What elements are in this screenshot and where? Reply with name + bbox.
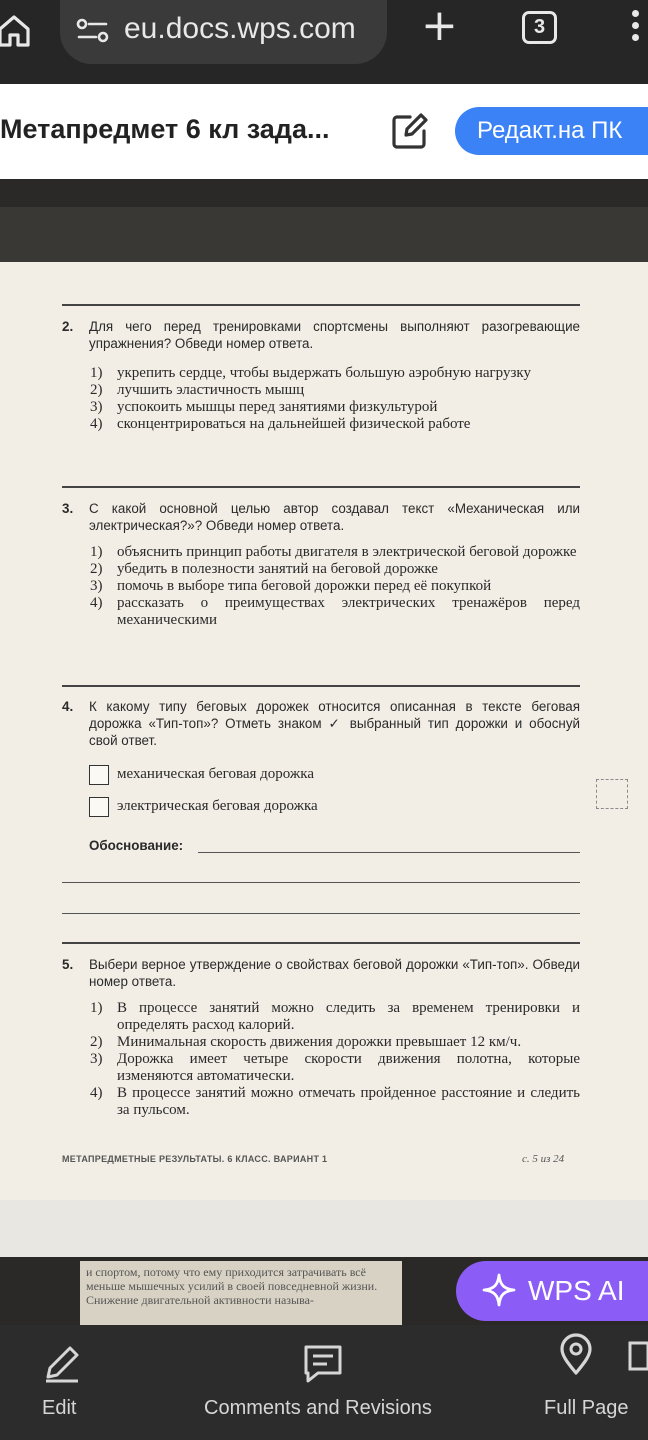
question-4: 4. К какому типу беговых дорожек относится описанная в тексте беговая дорожка «Тип-топ»? Отметь знаком ✓ выбранный тип дорожки и обоснуй свой ответ. (62, 699, 580, 748)
page-gap (0, 1200, 648, 1257)
question-5: 5. Выбери верное утверждение о свойствах беговой дорожки «Тип-топ». Обведи номер ответа. (62, 957, 580, 989)
answer-line (62, 882, 580, 883)
location-pin-icon (556, 1333, 600, 1377)
wps-ai-label: WPS AI (528, 1275, 625, 1306)
pencil-icon (42, 1343, 82, 1383)
url-text[interactable]: eu.docs.wps.com (124, 12, 356, 45)
option: 3) помочь в выборе типа беговой дорожки перед её покупкой (90, 578, 492, 594)
rename-edit-icon[interactable] (390, 111, 430, 151)
option: 1) укрепить сердце, чтобы выдержать большую аэробную нагрузку (90, 365, 531, 381)
divider (62, 685, 580, 687)
document-header (0, 84, 648, 179)
option: 4) В процессе занятий можно отмечать пройденное расстояние и следить за пульсом. (90, 1085, 580, 1118)
divider (62, 304, 580, 306)
browser-toolbar (0, 0, 648, 84)
comments-revisions-button[interactable]: Comments and Revisions (200, 1325, 446, 1440)
page-footer-title: МЕТАПРЕДМЕТНЫЕ РЕЗУЛЬТАТЫ. 6 КЛАСС. ВАРИАНТ 1 (62, 1154, 328, 1164)
option: 3) Дорожка имеет четыре скорости движения полотна, которые изменяются автоматически. (90, 1051, 580, 1084)
document-title: Метапредмет 6 кл зада... (0, 114, 330, 144)
sparkle-icon (482, 1273, 516, 1307)
new-tab-button[interactable]: + (421, 0, 458, 51)
checkbox[interactable] (89, 797, 109, 817)
page-number: с. 5 из 24 (522, 1153, 565, 1165)
answer-line (198, 852, 580, 853)
home-icon[interactable] (0, 12, 32, 48)
option: 2) Минимальная скорость движения дорожки превышает 12 км/ч. (90, 1034, 522, 1050)
option: 1) В процессе занятий можно следить за временем тренировки и определять расход калорий. (90, 1000, 580, 1033)
previous-page-edge (0, 207, 648, 263)
reason-label: Обоснование: (89, 838, 184, 853)
option: 3) успокоить мышцы перед занятиями физкультурой (90, 399, 438, 415)
more-menu-icon[interactable] (627, 10, 643, 46)
open-on-pc-button[interactable]: Редакт.на ПК (455, 107, 648, 155)
edit-button[interactable]: Edit (20, 1325, 104, 1440)
full-page-button[interactable]: Full Page (540, 1325, 648, 1440)
divider (62, 486, 580, 488)
next-page-preview: и спортом, потому что ему приходится затрачивать всё меньше мышечных усилий в своей повседневной жизни. Снижение двигательной активности называ- (80, 1261, 402, 1325)
address-bar[interactable] (60, 0, 387, 64)
question-3-options (90, 544, 580, 629)
answer-line (62, 913, 580, 914)
question-3: 3. С какой основной целью автор создавал текст «Механическая или электрическая?»? Обведи номер ответа. (62, 501, 580, 533)
comment-icon (302, 1343, 344, 1385)
wps-ai-button[interactable] (456, 1261, 648, 1321)
option: 4) рассказать о преимуществах электрических тренажёров перед механическими (90, 595, 580, 628)
question-2-options (90, 365, 580, 433)
checkbox[interactable] (89, 765, 109, 785)
option: 1) объяснить принцип работы двигателя в электрической беговой дорожке (90, 544, 577, 560)
score-box (596, 779, 628, 809)
site-settings-icon[interactable] (76, 18, 110, 44)
bottom-toolbar (0, 1325, 648, 1440)
option: 2) убедить в полезности занятий на беговой дорожке (90, 561, 438, 577)
option: 4) сконцентрироваться на дальнейшей физической работе (90, 416, 471, 432)
document-viewer[interactable] (0, 179, 648, 1325)
option: 2) лучшить эластичность мышц (90, 382, 305, 398)
question-5-options (90, 1000, 580, 1119)
divider (62, 942, 580, 944)
document-page: 2. Для чего перед тренировками спортсмены выполняют разогревающие упражнения? Обведи номер ответа. 1) укрепить сердце, чтобы выдержать большую аэробную нагрузку 2) лучшить эластичность мышц 3) успокоить мышцы перед занятиями физкультурой 4) сконцентрироваться на дальнейшей физической работе 3. С какой основной целью автор создавал текст «Механическая или электрическая?»? Обведи номер ответа. 1) объяснить принцип работы двигателя в электрической беговой дорожке 2) убедить в полезности занятий на беговой дорожке 3) помочь в выборе типа беговой дорожки перед её покупкой 4) рассказать о преимуществах электрических тренажёров перед механическими 4. К какому типу беговых дорожек относится описанная в тексте беговая дорожка «Тип-топ»? Отметь знаком ✓ выбранный тип дорожки и обоснуй свой ответ. механическая беговая дорожка электрическая беговая дорожка Обоснование: 5. Выбери верное утверждение о свойствах беговой дорожки «Тип-топ». Обведи номер ответа. 1) В процессе занятий можно следить за временем тренировки и определять расход калорий. 2) Минимальная скорость движения дорожки превышает 12 км/ч. 3) Дорожка имеет четыре скорости движения полотна, которые изменяются автоматически. 4) В процессе занятий можно отмечать пройденное расстояние и следить за пульсом. МЕТАПРЕДМЕТНЫЕ РЕЗУЛЬТАТЫ. 6 КЛАСС. ВАРИАНТ 1 с. 5 из 24 (0, 262, 648, 1200)
tab-switcher-button[interactable]: 3 (522, 11, 557, 44)
question-2: 2. Для чего перед тренировками спортсмены выполняют разогревающие упражнения? Обведи номер ответа. (62, 319, 580, 351)
page-icon (628, 1341, 648, 1371)
